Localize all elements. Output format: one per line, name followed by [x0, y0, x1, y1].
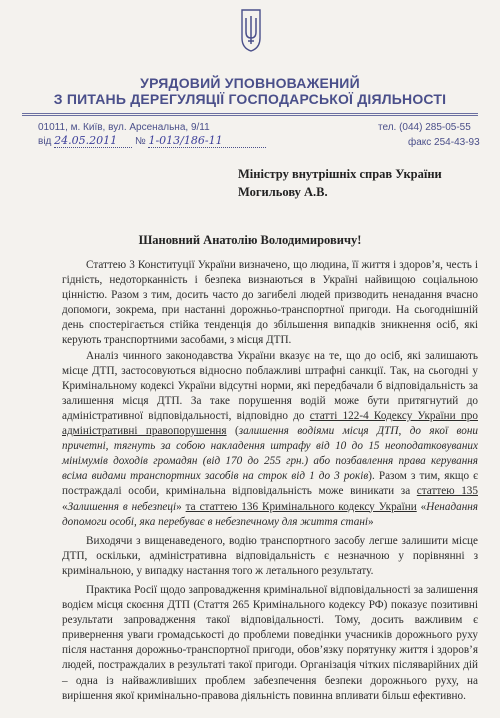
reg-number-label: № — [134, 136, 146, 147]
body-paragraph-3: Виходячи з вищенаведеного, водію транспортного засобу легше залишити місце ДТП, оскільки, адміністративна відповідальність є незначною у порівнянні з кримінальною, у випадку настання того ж летального результату. — [62, 534, 478, 577]
paragraph-text: ). Разом з тим, якщо є постраждалі особи, кримінальна відповідальність може виникати за — [62, 470, 478, 498]
reg-date: 24.05.2011 — [54, 134, 118, 147]
recipient-title: Міністру внутрішніх справ України — [238, 167, 442, 181]
org-address: 01011, м. Київ, вул. Арсенальна, 9/11 — [38, 122, 210, 133]
quoted-provision: Ненадання допомоги особі, яка перебуває в небезпечному для життя стані — [62, 500, 479, 528]
paragraph-text: Аналіз чинного законодавства України вказує на те, що до осіб, які залишають місце ДТП, застосовуються відносно поблажливі штрафні санкції. Так, на сьогодні у Кримінальному кодексі України відсутні норми, які передбачали б відповідальність за залишення місця ДТП. За таке порушення водій може бути притягнутий до адміністративної відповідальності, відповідно до — [62, 349, 478, 422]
body-paragraph-1: Статтею 3 Конституції України визначено, що людина, її життя і здоров’я, честь і гідність, недоторканність і безпека визнаються в Україні найвищою соціальною цінністю. Разом з тим, досить часто до загибелі людей призводить ненадання вчасно допомоги, зокрема, при настанні дорожньо-транспортної пригоди. На сьогоднішній день спостерігається стійка тенденція до збільшення випадків зникнення осіб, які керують транспортними засобами, з місця ДТП. — [62, 259, 478, 347]
reg-number: 1-013/186-11 — [148, 134, 223, 147]
law-reference-link[interactable]: статті 122-4 Кодексу України про адміністративні правопорушення — [62, 409, 478, 438]
org-fax: факс 254-43-93 — [408, 137, 480, 148]
header-divider — [22, 113, 478, 114]
reg-prefix: від — [38, 136, 52, 147]
paragraph-text: « — [416, 500, 427, 513]
law-reference-link[interactable]: та статтею 136 Кримінального кодексу України — [185, 500, 417, 513]
paragraph-text: « — [62, 500, 68, 513]
paragraph-text: » — [176, 500, 186, 513]
header-divider — [22, 115, 478, 116]
registration-line — [38, 134, 266, 148]
org-phone: тел. (044) 285-05-55 — [378, 122, 471, 133]
paragraph-text: ( — [226, 425, 239, 438]
quoted-provision: Залишення в небезпеці — [67, 500, 177, 513]
paragraph-text: » — [368, 515, 374, 528]
letter-body — [62, 258, 478, 704]
law-reference-link[interactable]: статтею 135 — [416, 485, 478, 498]
quoted-provision: залишення водіями місця ДТП, до якої вони причетні, тягнуть за собою накладення штрафу від 10 до 15 неоподатковуваних мінімумів доходів громадян (від 170 до 255 грн.) або позбавлення права керування всіма видами транспортних засобів на строк від 1 до 3 років — [62, 425, 478, 483]
salutation: Шановний Анатолію Володимировичу! — [138, 233, 362, 247]
body-paragraph-4: Практика Росії щодо запровадження кримінальної відповідальності за залишення водієм місця скоєння ДТП (Стаття 265 Кримінального кодексу РФ) показує позитивні результати запровадження такої відповідальності. Тому, досить важливим є привернення уваги громадськості до проблеми поведінки учасників дорожнього руху після настання дорожньо-транспортної пригоди, обов’язку порятунку життя і здоров’я людей, постраждалих в результаті такої пригоди. Організація чітких післяварійних дій – одна із найважливіших проблем забезпечення безпеки дорожнього руху, на вирішення якої кримінально-правова діяльність повинна впливати більш ефективно. — [62, 583, 478, 702]
trident-emblem-icon — [240, 8, 262, 52]
recipient-name: Могильову А.В. — [238, 185, 328, 199]
org-title-line1: УРЯДОВИЙ УПОВНОВАЖЕНИЙ — [140, 75, 360, 91]
org-title-line2: З ПИТАНЬ ДЕРЕГУЛЯЦІЇ ГОСПОДАРСЬКОЇ ДІЯЛЬНОСТІ — [53, 91, 447, 107]
body-paragraph-2 — [62, 349, 478, 530]
